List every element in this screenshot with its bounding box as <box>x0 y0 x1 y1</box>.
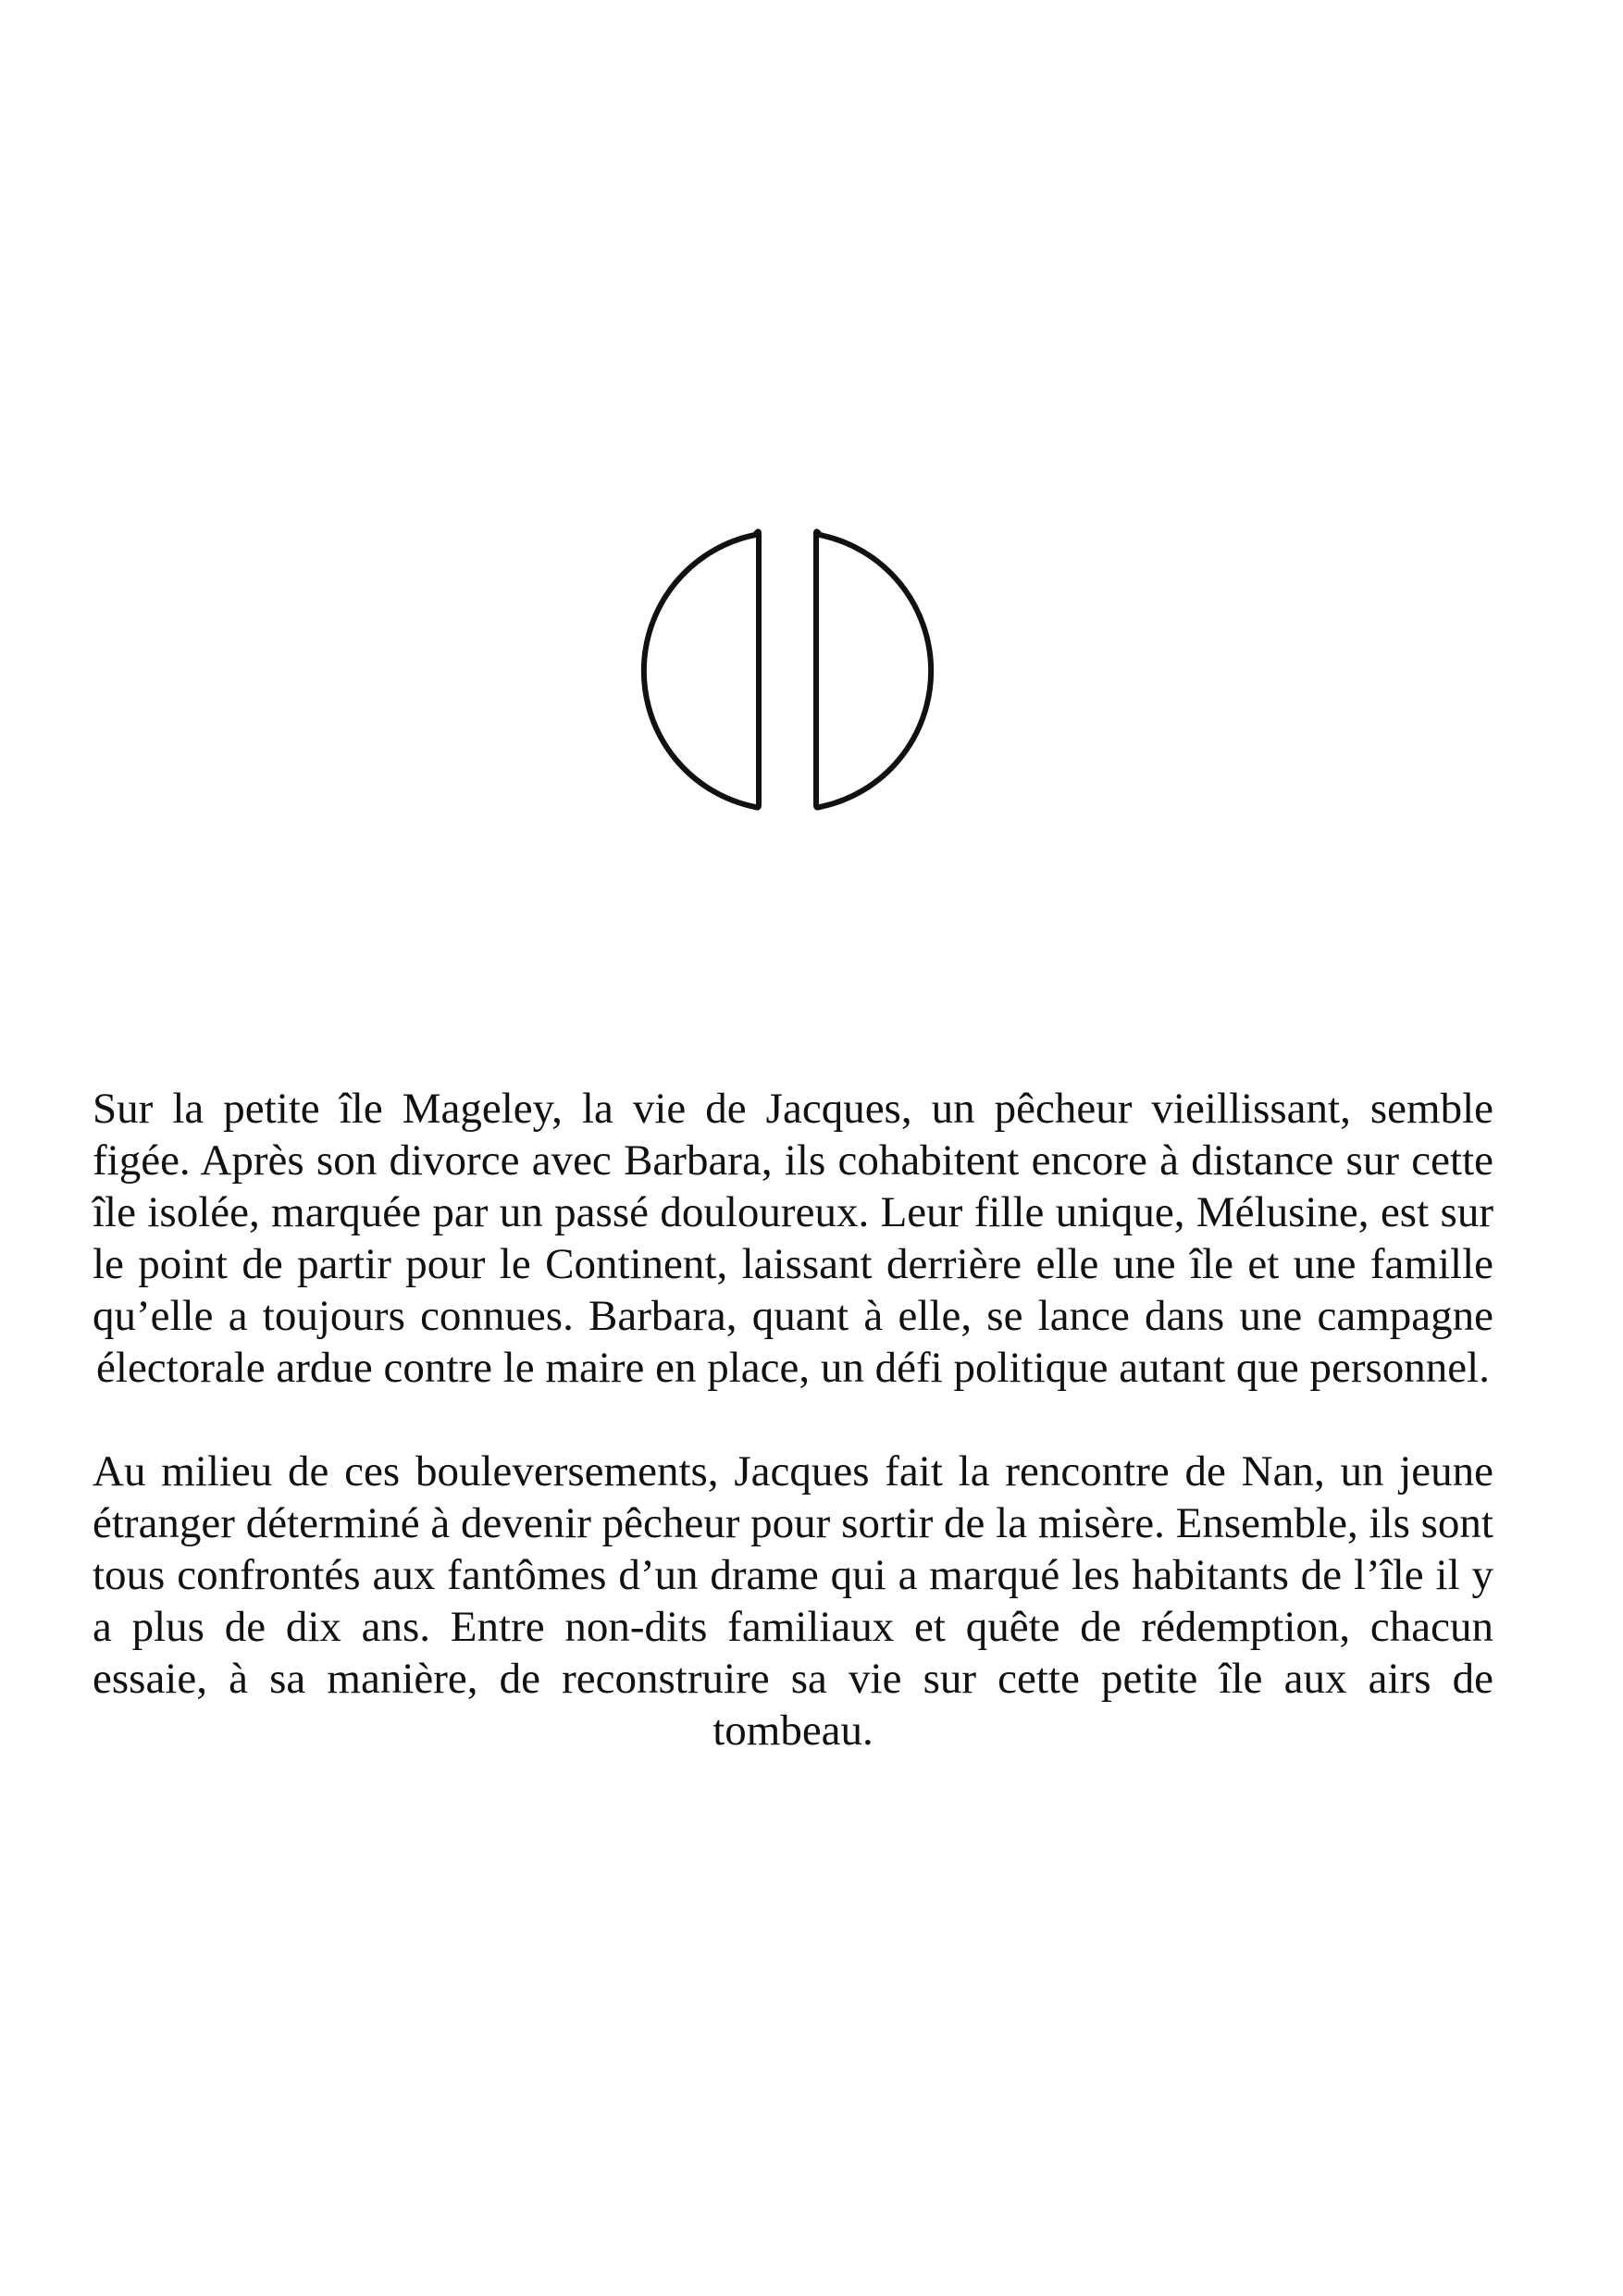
left-half-circle <box>644 531 759 807</box>
right-half-circle <box>816 531 931 807</box>
synopsis <box>93 1083 1493 1808</box>
synopsis-paragraph-2: Au milieu de ces bouleversements, Jacques fait la rencontre de Nan, un jeune étranger déterminé à devenir pêcheur pour sortir de la misère. Ensemble, ils sont tous confrontés aux fantômes d’un drame qui a marqué les habitants de l’île il y a plus de dix ans. Entre non-dits familiaux et quête de rédemption, chacun essaie, à sa manière, de reconstruire sa vie sur cette petite île aux airs de tombeau. <box>93 1447 1493 1755</box>
split-circle-icon <box>638 527 935 814</box>
synopsis-paragraph-1: Sur la petite île Mageley, la vie de Jacques, un pêcheur vieillissant, semble figée. Après son divorce avec Barbara, ils cohabitent encore à distance sur cette île isolée, marquée par un passé douloureux. Leur fille unique, Mélusine, est sur le point de partir pour le Continent, laissant derrière elle une île et une famille qu’elle a toujours connues. Barbara, quant à elle, se lance dans une campagne électorale ardue contre le maire en place, un défi politique autant que personnel. <box>93 1085 1493 1392</box>
